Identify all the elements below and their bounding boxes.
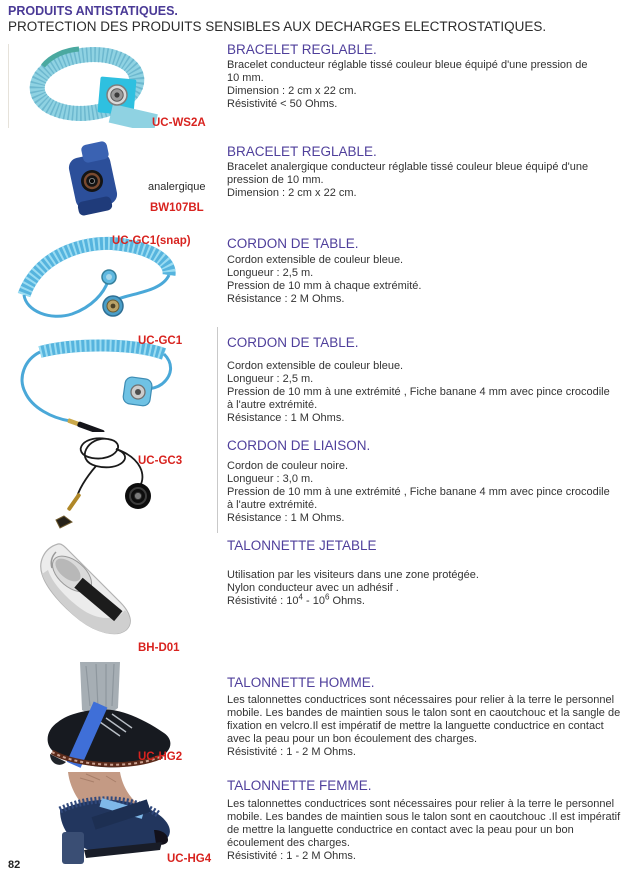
product-photo-wrist-strap-dark (62, 141, 124, 217)
product-description: Cordon extensible de couleur bleue. Longueur : 2,5 m. Pression de 10 mm à une extrémité , Fiche banane 4 mm avec pince crocodile à l'autre extrémité. Résistance : 1 M Ohms. (227, 360, 610, 424)
column-divider-line (217, 327, 218, 533)
product-title: CORDON DE TABLE. (227, 335, 359, 350)
product-description: Bracelet analergique conducteur réglable tissé couleur bleue équipé d'une pression de 10 mm. Dimension : 2 cm x 22 cm. (227, 161, 589, 199)
product-code: UC-HG4 (167, 853, 212, 865)
resistivity-line: Résistivité : $10^4 - 10^6$ Ohms. (227, 592, 365, 607)
product-code: BH-D01 (138, 642, 180, 654)
product-description: Les talonnettes conductrices sont nécessaires pour relier à la terre le personnel mobile. Les bandes de maintien sous le talon sont en caoutchouc et la sangle de fixation en velcro.Il est impératif de mettre la languette conductrice en contact avec la peau pour un bon écoulement des charges. Résistivité : 1 - 2 M Ohms. (227, 694, 621, 758)
page-title: PRODUITS ANTISTATIQUES. (8, 4, 178, 18)
product-code: UC-GC1 (138, 335, 183, 347)
product-code: UC-HG2 (138, 751, 183, 763)
product-description: Cordon de couleur noire. Longueur : 3,0 m. Pression de 10 mm à une extrémité , Fiche banane 4 mm avec pince crocodile à l'autre extrémité. Résistance : 1 M Ohms. (227, 460, 610, 524)
product-title: TALONNETTE HOMME. (227, 675, 375, 690)
product-title: BRACELET REGLABLE. (227, 144, 377, 159)
product-photo-wrist-strap-blue (8, 44, 214, 128)
product-photo-coil-cord-snap (12, 233, 182, 329)
product-description: Bracelet conducteur réglable tissé couleur bleue équipé d'une pression de 10 mm. Dimension : 2 cm x 22 cm. Résistivité < 50 Ohms. (227, 59, 588, 110)
product-description: Les talonnettes conductrices sont nécessaires pour relier à la terre le personnel mobile. Les bandes de maintien sous le talon sont en caoutchouc .Il est impératif de mettre la languette conductrice en contact avec la peau pour un bon écoulement des charges. Résistivité : 1 - 2 M Ohms. (227, 798, 621, 862)
product-title: TALONNETTE FEMME. (227, 778, 372, 793)
product-code: UC-GC1(snap) (112, 235, 191, 247)
product-photo-women-shoe (36, 772, 186, 867)
product-photo-black-cord (50, 432, 178, 532)
product-title: TALONNETTE JETABLE (227, 538, 377, 553)
product-photo-white-shoe (28, 532, 143, 642)
product-code: UC-WS2A (152, 117, 206, 129)
product-description: Cordon extensible de couleur bleue. Longueur : 2,5 m. Pression de 10 mm à chaque extrémité. Résistance : 2 M Ohms. (227, 254, 422, 305)
product-title: CORDON DE LIAISON. (227, 438, 371, 453)
page-subtitle: PROTECTION DES PRODUITS SENSIBLES AUX DECHARGES ELECTROSTATIQUES. (8, 19, 547, 34)
page-number: 82 (8, 859, 21, 871)
variant-label: analergique (148, 181, 206, 193)
product-title: CORDON DE TABLE. (227, 236, 359, 251)
product-code: BW107BL (150, 202, 204, 214)
product-photo-men-shoe (36, 662, 181, 782)
product-title: BRACELET REGLABLE. (227, 42, 377, 57)
product-description: Utilisation par les visiteurs dans une zone protégée. Nylon conducteur avec un adhésif . Résistivité : $10^4 - 10^6$ Ohms. (227, 569, 619, 608)
product-code: UC-GC3 (138, 455, 183, 467)
